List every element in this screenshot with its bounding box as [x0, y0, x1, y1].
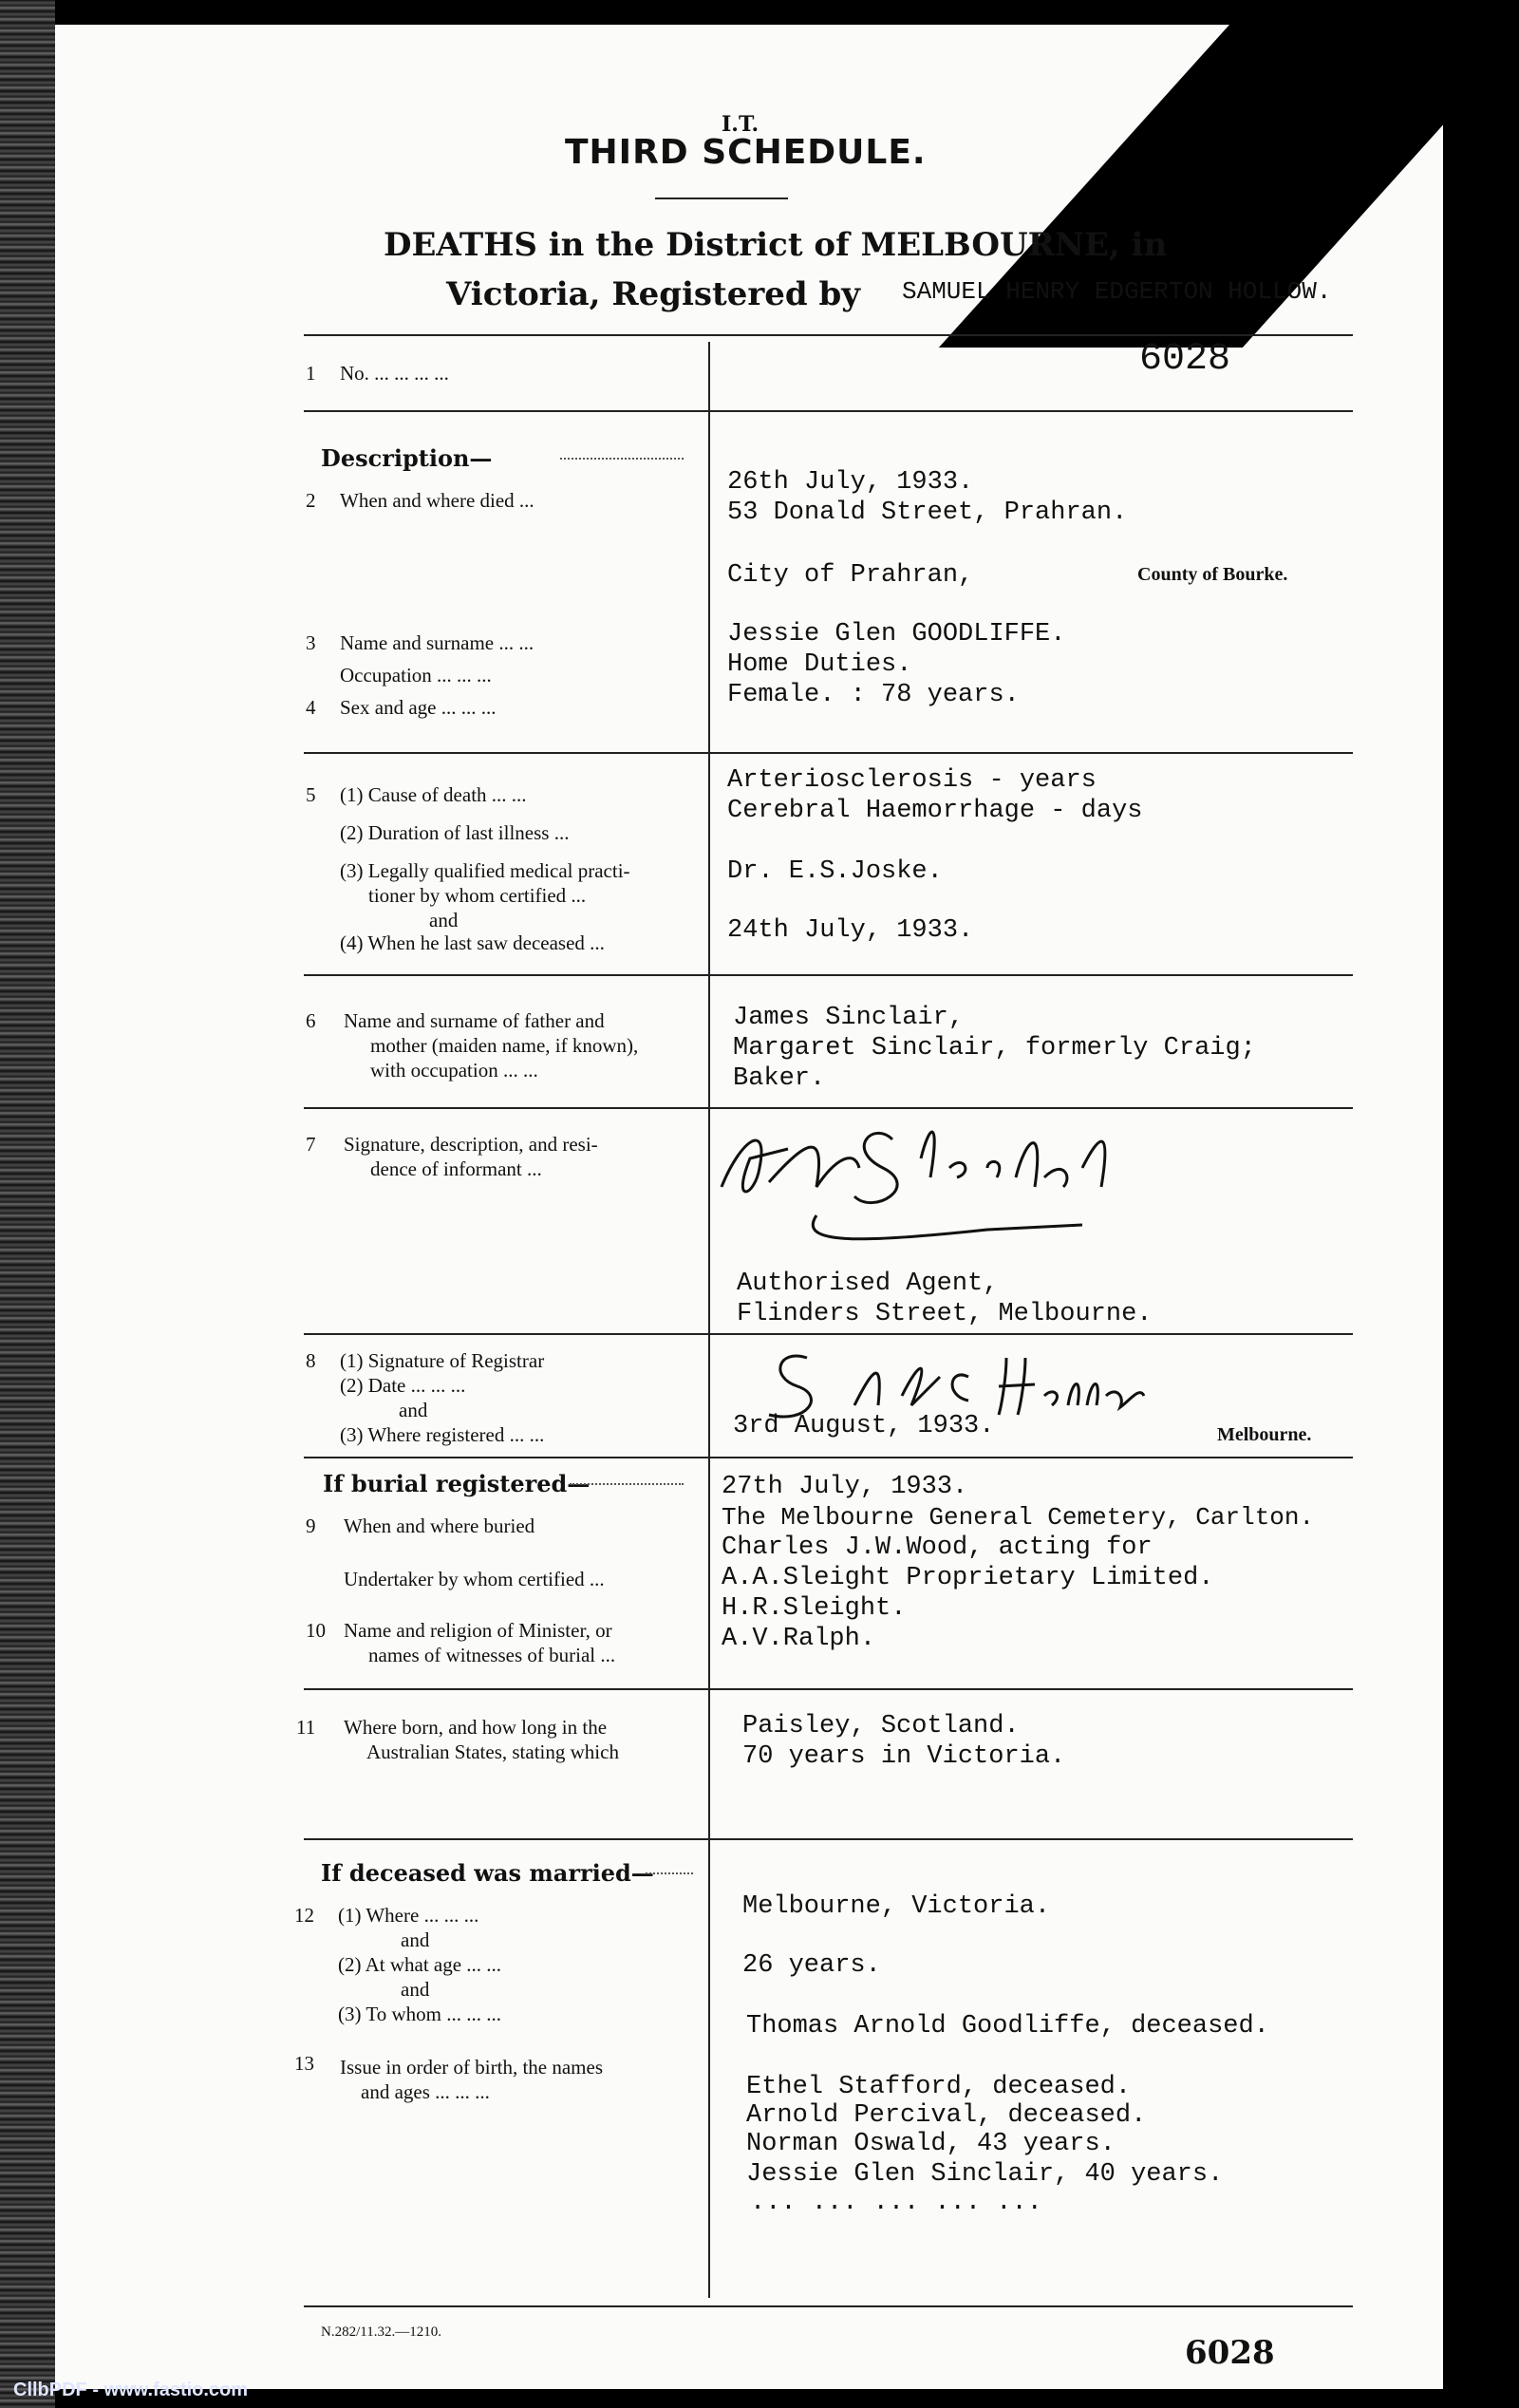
child-ellipsis: ... ... ... ... ...: [750, 2189, 1042, 2217]
and-label-12b: and: [401, 1978, 430, 2001]
deceased-occupation: Home Duties.: [727, 650, 912, 679]
and-label-12a: and: [401, 1928, 430, 1951]
item-8-num: 8: [306, 1349, 316, 1372]
child-2: Arnold Percival, deceased.: [746, 2101, 1147, 2130]
leader-burial: [570, 1483, 684, 1485]
item-2-num: 2: [306, 489, 316, 512]
marriage-where-label: (1) Where ... ... ...: [338, 1904, 479, 1927]
description-heading: Description—: [321, 444, 493, 472]
column-divider: [708, 342, 710, 2298]
item-13-num: 13: [294, 2052, 314, 2075]
registration-date-label: (2) Date ... ... ...: [340, 1374, 466, 1397]
undertaker-company: A.A.Sleight Proprietary Limited.: [722, 1564, 1214, 1592]
rule-bottom: [304, 2305, 1353, 2307]
marriage-place: Melbourne, Victoria.: [742, 1892, 1051, 1921]
death-city: City of Prahran,: [727, 561, 974, 590]
scan-left-edge: [0, 0, 55, 2408]
death-date: 26th July, 1933.: [727, 468, 974, 497]
rule-5: [304, 1333, 1353, 1335]
last-saw-label: (4) When he last saw deceased ...: [340, 931, 605, 954]
cause-label: (1) Cause of death ... ...: [340, 783, 527, 806]
leader-married: [646, 1872, 693, 1874]
issue-label: Issue in order of birth, the names: [340, 2056, 604, 2079]
rule-6: [304, 1457, 1353, 1458]
footer-entry-number: 6028: [1185, 2334, 1275, 2372]
practitioner-label: (3) Legally qualified medical practi-: [340, 859, 630, 882]
item-7-num: 7: [306, 1133, 316, 1156]
rule-3: [304, 974, 1353, 976]
child-1: Ethel Stafford, deceased.: [746, 2073, 1132, 2101]
district-title: DEATHS in the District of MELBOURNE, in: [384, 226, 1168, 264]
illness-duration: Cerebral Haemorrhage - days: [727, 797, 1143, 825]
minister-name: H.R.Sleight.: [722, 1594, 907, 1623]
leader-description: [560, 458, 684, 460]
registration-date: 3rd August, 1933.: [733, 1412, 995, 1440]
informant-label: Signature, description, and resi-: [344, 1133, 598, 1156]
minister-label-2: names of witnesses of burial ...: [368, 1644, 616, 1666]
rule-1: [304, 410, 1353, 412]
item-9-num: 9: [306, 1514, 316, 1537]
sex-and-age: Female. : 78 years.: [727, 681, 1020, 709]
watermark: CllbPDF - www.fastio.com: [13, 2380, 249, 2400]
registered-by-label: Victoria, Registered by: [446, 275, 861, 313]
and-label-5: and: [429, 909, 459, 931]
birthplace: Paisley, Scotland.: [742, 1712, 1020, 1740]
item-11-num: 11: [296, 1716, 316, 1739]
form-code: I.T.: [722, 112, 760, 137]
mother-name: Margaret Sinclair, formerly Craig;: [733, 1034, 1256, 1063]
spouse-name: Thomas Arnold Goodliffe, deceased.: [746, 2012, 1269, 2041]
where-registered-label: (3) Where registered ... ...: [340, 1423, 545, 1446]
birthplace-label: Where born, and how long in the: [344, 1716, 608, 1739]
death-county: County of Bourke.: [1137, 564, 1288, 585]
married-heading: If deceased was married—: [321, 1859, 654, 1887]
undertaker-label: Undertaker by whom certified ...: [344, 1568, 605, 1590]
rule-top: [304, 334, 1353, 336]
practitioner-label-2: tioner by whom certified ...: [368, 884, 587, 907]
schedule-title: THIRD SCHEDULE.: [565, 133, 927, 172]
parents-label-3: with occupation ... ...: [370, 1059, 538, 1082]
parents-label: Name and surname of father and: [344, 1009, 605, 1032]
item-5-num: 5: [306, 783, 316, 806]
burial-place: The Melbourne General Cemetery, Carlton.: [722, 1503, 1315, 1532]
form-number: N.282/11.32.—1210.: [321, 2324, 441, 2340]
informant-description: Authorised Agent,: [737, 1270, 999, 1298]
rule-2: [304, 752, 1353, 754]
undertaker-name: Charles J.W.Wood, acting for: [722, 1533, 1153, 1562]
minister-label: Name and religion of Minister, or: [344, 1619, 612, 1642]
item-10-num: 10: [306, 1619, 326, 1642]
title-rule: [655, 198, 788, 199]
registration-place: Melbourne.: [1217, 1424, 1312, 1445]
duration-label: (2) Duration of last illness ...: [340, 821, 570, 844]
informant-label-2: dence of informant ...: [370, 1157, 542, 1180]
and-label-8: and: [399, 1399, 428, 1421]
informant-signature: [703, 1101, 1234, 1244]
entry-number: 6028: [1139, 338, 1231, 381]
marriage-age-label: (2) At what age ... ...: [338, 1953, 502, 1976]
item-3-num: 3: [306, 631, 316, 654]
father-name: James Sinclair,: [733, 1004, 965, 1032]
registrar-signature-label: (1) Signature of Registrar: [340, 1349, 545, 1372]
item-4-label: Sex and age ... ... ...: [340, 696, 497, 719]
item-1-num: 1: [306, 362, 316, 385]
child-4: Jessie Glen Sinclair, 40 years.: [746, 2160, 1224, 2189]
informant-address: Flinders Street, Melbourne.: [737, 1300, 1153, 1328]
spouse-label: (3) To whom ... ... ...: [338, 2003, 501, 2025]
buried-label: When and where buried: [344, 1514, 535, 1537]
certifying-doctor: Dr. E.S.Joske.: [727, 857, 943, 886]
death-address: 53 Donald Street, Prahran.: [727, 499, 1128, 527]
issue-label-2: and ages ... ... ...: [361, 2080, 490, 2103]
occupation-label: Occupation ... ... ...: [340, 664, 492, 687]
marriage-age: 26 years.: [742, 1951, 881, 1980]
witness-name: A.V.Ralph.: [722, 1625, 876, 1653]
cause-of-death: Arteriosclerosis - years: [727, 766, 1097, 795]
birthplace-label-2: Australian States, stating which: [366, 1740, 619, 1763]
deceased-name: Jessie Glen GOODLIFFE.: [727, 620, 1066, 649]
father-occupation: Baker.: [733, 1064, 826, 1093]
item-4-num: 4: [306, 696, 316, 719]
burial-date: 27th July, 1933.: [722, 1473, 968, 1501]
item-2-label: When and where died ...: [340, 489, 534, 512]
item-12-num: 12: [294, 1904, 314, 1927]
item-6-num: 6: [306, 1009, 316, 1032]
last-seen-date: 24th July, 1933.: [727, 916, 974, 945]
child-3: Norman Oswald, 43 years.: [746, 2130, 1116, 2158]
burial-heading: If burial registered—: [323, 1470, 591, 1497]
rule-8: [304, 1838, 1353, 1840]
item-1-label: No. ... ... ... ...: [340, 362, 449, 385]
years-in-colony: 70 years in Victoria.: [742, 1742, 1066, 1771]
item-3-label: Name and surname ... ...: [340, 631, 534, 654]
registrar-name: SAMUEL HENRY EDGERTON HOLLOW.: [902, 277, 1332, 306]
rule-7: [304, 1688, 1353, 1690]
parents-label-2: mother (maiden name, if known),: [370, 1034, 639, 1057]
